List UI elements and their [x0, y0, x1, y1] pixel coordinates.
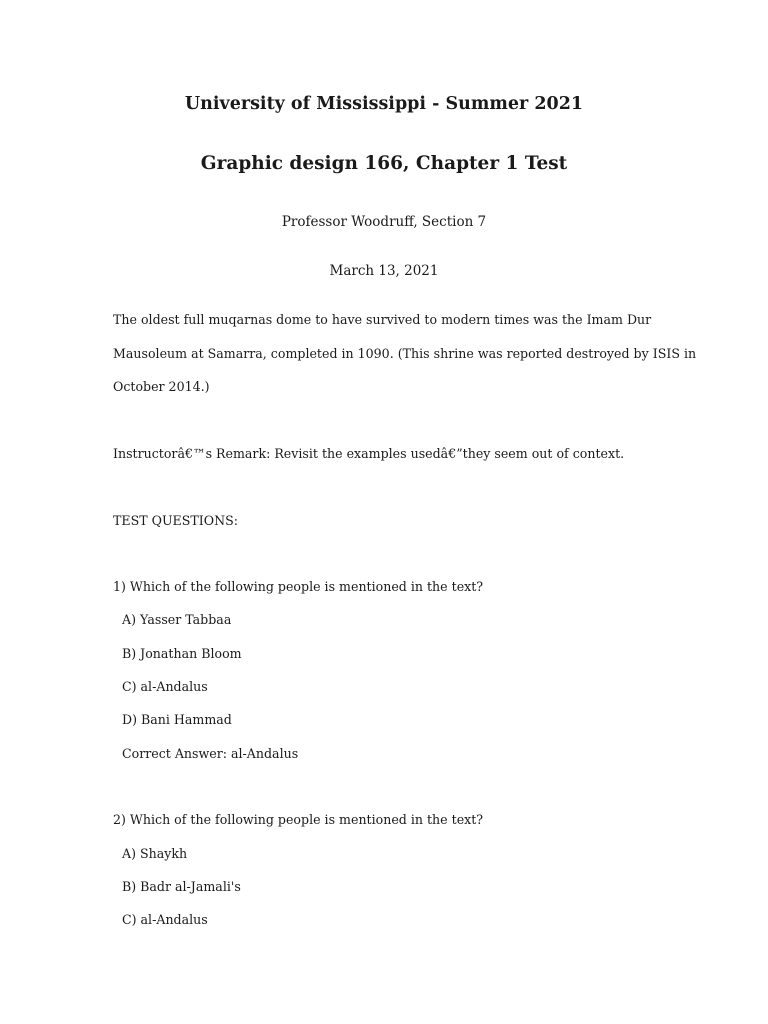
question-1-option-c: C) al-Andalus: [122, 679, 208, 694]
question-2-option-b: B) Badr al-Jamali's: [122, 879, 241, 894]
instructor-remark: Instructorâ€™s Remark: Revisit the examples usedâ€”they seem out of context.: [113, 446, 625, 461]
question-1-option-b: B) Jonathan Bloom: [122, 646, 242, 661]
question-1-option-d: D) Bani Hammad: [122, 712, 232, 727]
document-title: University of Mississippi - Summer 2021: [184, 94, 584, 114]
intro-line-3: October 2014.): [113, 379, 210, 394]
test-questions-heading: TEST QUESTIONS:: [113, 513, 238, 528]
question-1-prompt: 1) Which of the following people is mentioned in the text?: [113, 579, 484, 594]
question-2-prompt: 2) Which of the following people is mentioned in the text?: [113, 812, 484, 827]
professor-line: Professor Woodruff, Section 7: [281, 214, 487, 230]
intro-line-2: Mausoleum at Samarra, completed in 1090. (This shrine was reported destroyed by ISIS in: [113, 346, 697, 361]
question-2-option-a: A) Shaykh: [122, 846, 188, 861]
question-1-answer: Correct Answer: al-Andalus: [122, 746, 299, 761]
question-2-option-c: C) al-Andalus: [122, 912, 208, 927]
question-1-option-a: A) Yasser Tabbaa: [122, 612, 232, 627]
intro-line-1: The oldest full muqarnas dome to have survived to modern times was the Imam Dur: [113, 312, 652, 327]
document-subtitle: Graphic design 166, Chapter 1 Test: [200, 153, 568, 174]
date-line: March 13, 2021: [329, 263, 439, 279]
